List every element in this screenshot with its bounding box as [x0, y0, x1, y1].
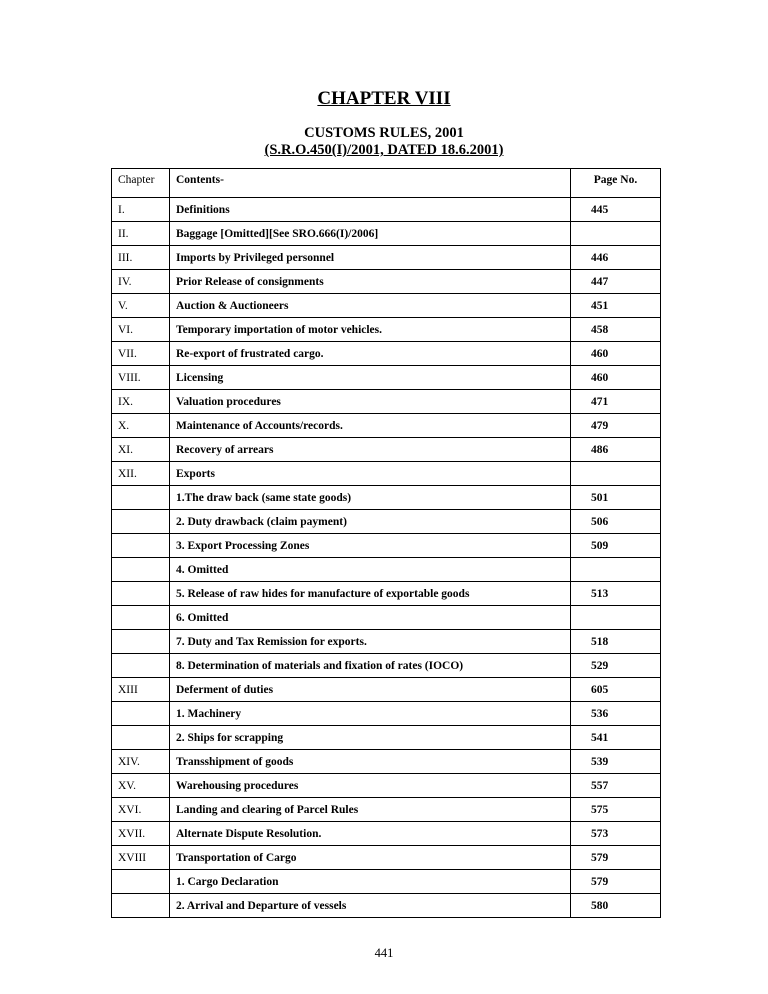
row-content: 1. Cargo Declaration — [170, 870, 571, 894]
row-chapter: IV. — [112, 270, 170, 294]
table-row — [112, 582, 661, 606]
row-chapter — [112, 606, 170, 630]
row-page: 509 — [571, 534, 661, 558]
header-contents: Contents- — [170, 169, 571, 198]
row-chapter: IX. — [112, 390, 170, 414]
header-page: Page No. — [571, 169, 661, 198]
row-page — [571, 222, 661, 246]
row-chapter — [112, 558, 170, 582]
row-chapter: XIV. — [112, 750, 170, 774]
header-chapter: Chapter — [112, 169, 170, 198]
table-row — [112, 558, 661, 582]
row-page: 557 — [571, 774, 661, 798]
row-chapter — [112, 702, 170, 726]
table-row — [112, 246, 661, 270]
row-chapter: XVI. — [112, 798, 170, 822]
row-page: 460 — [571, 342, 661, 366]
row-content: Valuation procedures — [170, 390, 571, 414]
row-chapter — [112, 534, 170, 558]
chapter-title: CHAPTER VIII — [317, 88, 451, 109]
row-chapter: III. — [112, 246, 170, 270]
row-chapter: XII. — [112, 462, 170, 486]
row-chapter: VII. — [112, 342, 170, 366]
row-chapter — [112, 870, 170, 894]
row-page: 579 — [571, 870, 661, 894]
row-content: 2. Arrival and Departure of vessels — [170, 894, 571, 918]
row-content: Exports — [170, 462, 571, 486]
row-page — [571, 606, 661, 630]
row-chapter: XI. — [112, 438, 170, 462]
row-content: 1. Machinery — [170, 702, 571, 726]
table-row — [112, 414, 661, 438]
table-row — [112, 534, 661, 558]
row-content: 7. Duty and Tax Remission for exports. — [170, 630, 571, 654]
row-content: 3. Export Processing Zones — [170, 534, 571, 558]
row-content: Auction & Auctioneers — [170, 294, 571, 318]
table-row — [112, 198, 661, 222]
row-page: 513 — [571, 582, 661, 606]
row-chapter — [112, 726, 170, 750]
row-content: Landing and clearing of Parcel Rules — [170, 798, 571, 822]
table-row — [112, 462, 661, 486]
row-page: 451 — [571, 294, 661, 318]
row-chapter: I. — [112, 198, 170, 222]
table-row — [112, 510, 661, 534]
table-row — [112, 726, 661, 750]
page-number: 441 — [374, 946, 394, 960]
row-content: Transshipment of goods — [170, 750, 571, 774]
row-content: 1.The draw back (same state goods) — [170, 486, 571, 510]
table-row — [112, 486, 661, 510]
row-page — [571, 558, 661, 582]
table-row — [112, 822, 661, 846]
table-row — [112, 702, 661, 726]
row-page: 458 — [571, 318, 661, 342]
rules-title: CUSTOMS RULES, 2001 — [304, 125, 464, 141]
row-page: 579 — [571, 846, 661, 870]
row-page: 447 — [571, 270, 661, 294]
row-chapter: VI. — [112, 318, 170, 342]
row-content: Prior Release of consignments — [170, 270, 571, 294]
row-chapter — [112, 894, 170, 918]
row-page: 479 — [571, 414, 661, 438]
row-page: 575 — [571, 798, 661, 822]
row-page: 605 — [571, 678, 661, 702]
row-content: Licensing — [170, 366, 571, 390]
row-content: Imports by Privileged personnel — [170, 246, 571, 270]
row-chapter — [112, 630, 170, 654]
row-page: 541 — [571, 726, 661, 750]
table-row — [112, 294, 661, 318]
row-chapter — [112, 486, 170, 510]
row-chapter: XIII — [112, 678, 170, 702]
row-page: 573 — [571, 822, 661, 846]
table-row — [112, 846, 661, 870]
row-page: 471 — [571, 390, 661, 414]
row-page: 506 — [571, 510, 661, 534]
row-content: 2. Duty drawback (claim payment) — [170, 510, 571, 534]
table-row — [112, 606, 661, 630]
row-content: 6. Omitted — [170, 606, 571, 630]
row-page: 445 — [571, 198, 661, 222]
table-row — [112, 270, 661, 294]
table-row — [112, 222, 661, 246]
row-page: 529 — [571, 654, 661, 678]
table-row — [112, 774, 661, 798]
row-content: 5. Release of raw hides for manufacture of exportable goods — [170, 582, 571, 606]
row-chapter: X. — [112, 414, 170, 438]
row-content: Temporary importation of motor vehicles. — [170, 318, 571, 342]
contents-table — [111, 168, 661, 918]
row-chapter: V. — [112, 294, 170, 318]
sro-title: (S.R.O.450(I)/2001, DATED 18.6.2001) — [264, 142, 504, 158]
row-chapter: XVIII — [112, 846, 170, 870]
table-header-row — [112, 169, 661, 198]
row-content: Alternate Dispute Resolution. — [170, 822, 571, 846]
row-page: 501 — [571, 486, 661, 510]
row-content: Maintenance of Accounts/records. — [170, 414, 571, 438]
table-row — [112, 438, 661, 462]
row-content: Definitions — [170, 198, 571, 222]
row-page: 446 — [571, 246, 661, 270]
row-chapter — [112, 582, 170, 606]
row-chapter: XVII. — [112, 822, 170, 846]
row-page: 536 — [571, 702, 661, 726]
row-chapter — [112, 510, 170, 534]
row-page: 539 — [571, 750, 661, 774]
table-row — [112, 750, 661, 774]
table-row — [112, 894, 661, 918]
row-content: Recovery of arrears — [170, 438, 571, 462]
row-page — [571, 462, 661, 486]
table-row — [112, 630, 661, 654]
row-content: 8. Determination of materials and fixation of rates (IOCO) — [170, 654, 571, 678]
row-page: 486 — [571, 438, 661, 462]
row-chapter: VIII. — [112, 366, 170, 390]
row-chapter — [112, 654, 170, 678]
row-content: Transportation of Cargo — [170, 846, 571, 870]
row-content: Warehousing procedures — [170, 774, 571, 798]
table-row — [112, 798, 661, 822]
row-page: 580 — [571, 894, 661, 918]
table-row — [112, 318, 661, 342]
table-row — [112, 342, 661, 366]
table-row — [112, 390, 661, 414]
row-page: 518 — [571, 630, 661, 654]
table-row — [112, 870, 661, 894]
table-row — [112, 654, 661, 678]
row-content: Deferment of duties — [170, 678, 571, 702]
row-content: 2. Ships for scrapping — [170, 726, 571, 750]
row-page: 460 — [571, 366, 661, 390]
row-content: Baggage [Omitted][See SRO.666(I)/2006] — [170, 222, 571, 246]
table-row — [112, 678, 661, 702]
row-content: Re-export of frustrated cargo. — [170, 342, 571, 366]
table-row — [112, 366, 661, 390]
row-chapter: II. — [112, 222, 170, 246]
row-content: 4. Omitted — [170, 558, 571, 582]
row-chapter: XV. — [112, 774, 170, 798]
